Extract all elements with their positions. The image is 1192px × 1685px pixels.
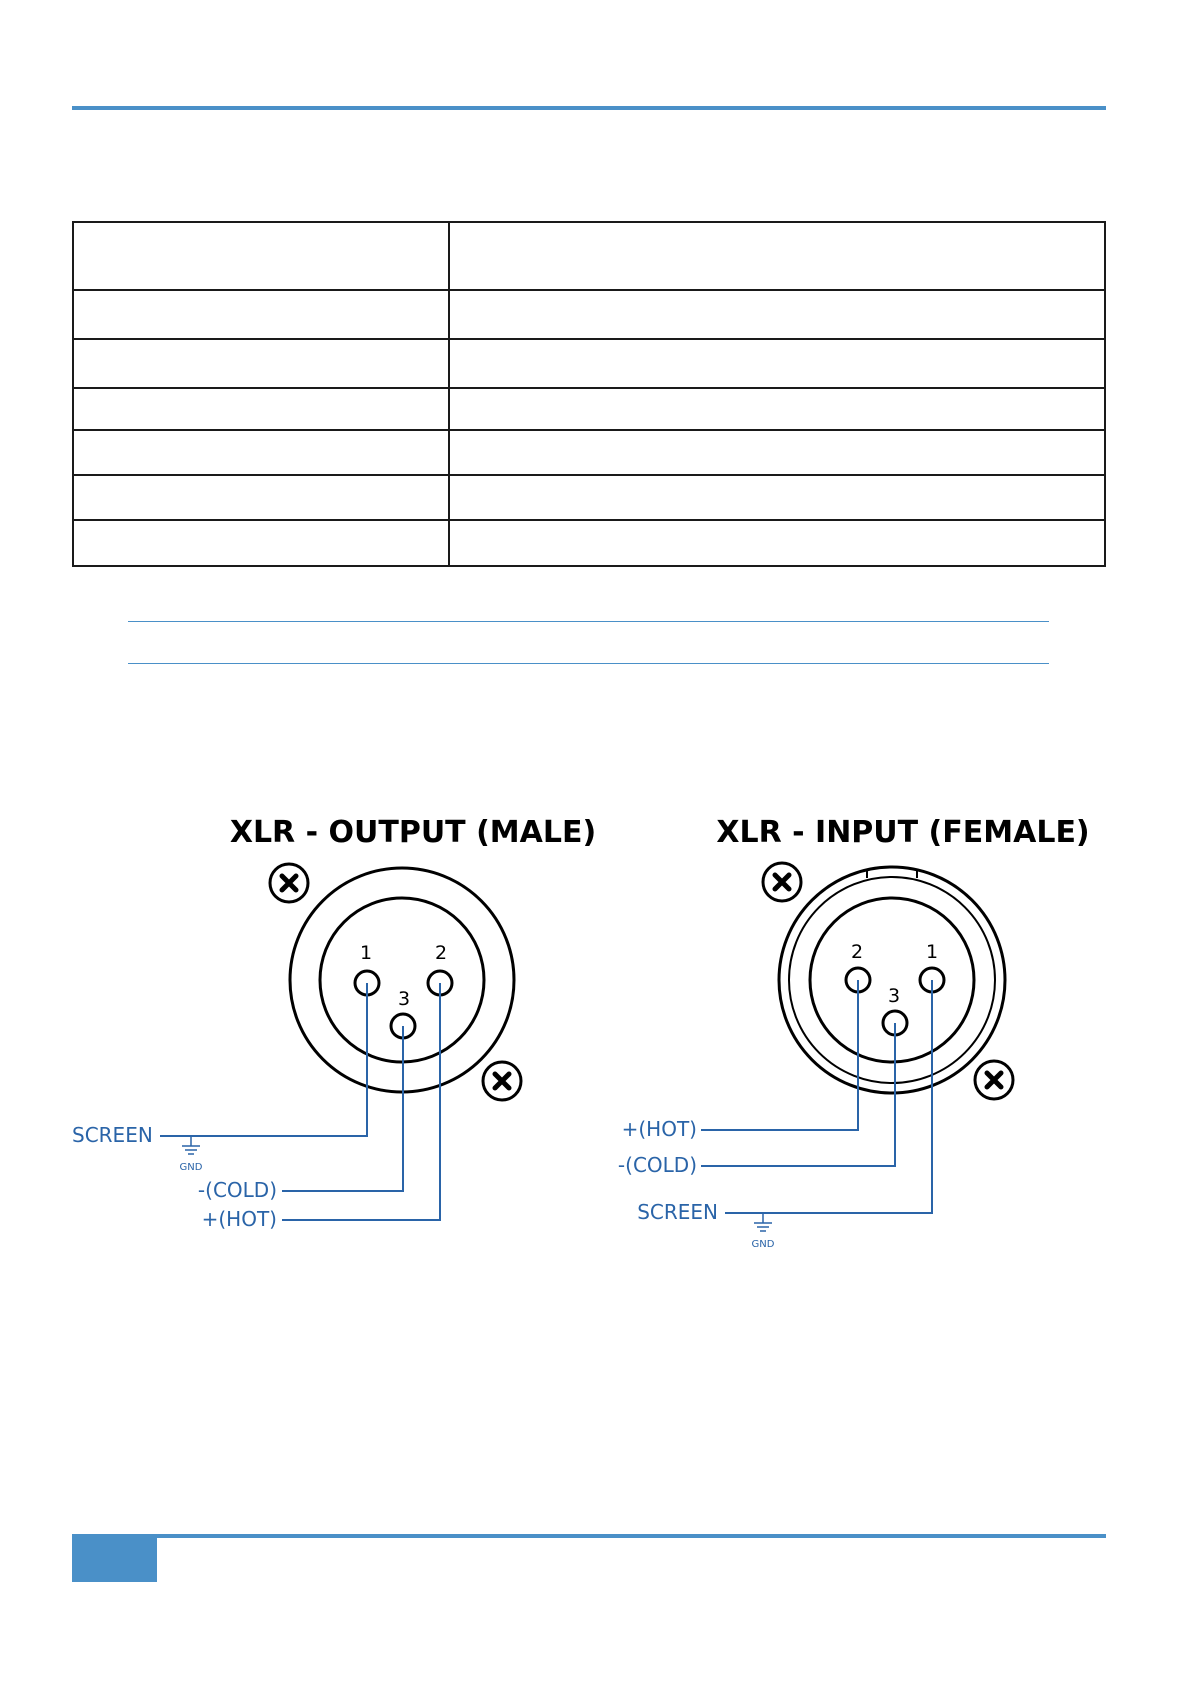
female-pin-label-3: 3 bbox=[887, 985, 901, 1007]
note-rule-top bbox=[128, 621, 1049, 622]
spec-table-value-cell bbox=[449, 339, 1105, 388]
male-gnd-icon bbox=[182, 1136, 200, 1154]
spec-table-value-cell bbox=[449, 222, 1105, 290]
female-gnd-label: GND bbox=[751, 1239, 775, 1250]
male-title: XLR - OUTPUT (MALE) bbox=[229, 815, 597, 850]
spec-table-row bbox=[73, 339, 1105, 388]
female-title: XLR - INPUT (FEMALE) bbox=[716, 815, 1090, 850]
male-screen-label: SCREEN bbox=[72, 1123, 153, 1147]
spec-table-label-cell bbox=[73, 520, 449, 566]
male-gnd-label: GND bbox=[179, 1162, 203, 1173]
female-screen-label: SCREEN bbox=[637, 1200, 718, 1224]
female-inner-ring bbox=[810, 898, 974, 1062]
male-screw-bottom bbox=[483, 1062, 521, 1100]
spec-table-row bbox=[73, 222, 1105, 290]
spec-table-label-cell bbox=[73, 339, 449, 388]
header-rule bbox=[72, 106, 1106, 110]
footer-rule bbox=[72, 1534, 1106, 1538]
xlr-wiring-diagram bbox=[0, 800, 1192, 1260]
male-screw-top bbox=[270, 864, 308, 902]
spec-table-value-cell bbox=[449, 430, 1105, 475]
female-screw-bottom bbox=[975, 1061, 1013, 1099]
female-hot-label: +(HOT) bbox=[621, 1117, 697, 1141]
spec-table-row bbox=[73, 290, 1105, 339]
female-gnd-icon bbox=[754, 1213, 772, 1231]
female-pin-label-2: 2 bbox=[850, 941, 864, 963]
spec-table-value-cell bbox=[449, 475, 1105, 520]
spec-table-value-cell bbox=[449, 520, 1105, 566]
spec-table-row bbox=[73, 388, 1105, 430]
female-screw-top bbox=[763, 863, 801, 901]
note-rule-bottom bbox=[128, 663, 1049, 664]
spec-table-label-cell bbox=[73, 222, 449, 290]
spec-table-row bbox=[73, 475, 1105, 520]
male-pin-label-3: 3 bbox=[397, 988, 411, 1010]
spec-table-value-cell bbox=[449, 290, 1105, 339]
female-outer-ring bbox=[779, 867, 1005, 1093]
spec-table-label-cell bbox=[73, 430, 449, 475]
spec-table-value-cell bbox=[449, 388, 1105, 430]
spec-table-label-cell bbox=[73, 388, 449, 430]
male-cold-label: -(COLD) bbox=[197, 1178, 277, 1202]
spec-table bbox=[72, 221, 1106, 567]
female-cold-label: -(COLD) bbox=[617, 1153, 697, 1177]
spec-table-label-cell bbox=[73, 475, 449, 520]
spec-table-row bbox=[73, 520, 1105, 566]
female-pin-label-1: 1 bbox=[925, 941, 939, 963]
page-number-tab bbox=[72, 1537, 157, 1582]
male-pin-label-2: 2 bbox=[434, 942, 448, 964]
spec-table-body bbox=[73, 222, 1105, 566]
male-hot-label: +(HOT) bbox=[201, 1207, 277, 1231]
female-outer-ring-inner bbox=[789, 877, 995, 1083]
spec-table-row bbox=[73, 430, 1105, 475]
spec-table-label-cell bbox=[73, 290, 449, 339]
male-pin-label-1: 1 bbox=[359, 942, 373, 964]
